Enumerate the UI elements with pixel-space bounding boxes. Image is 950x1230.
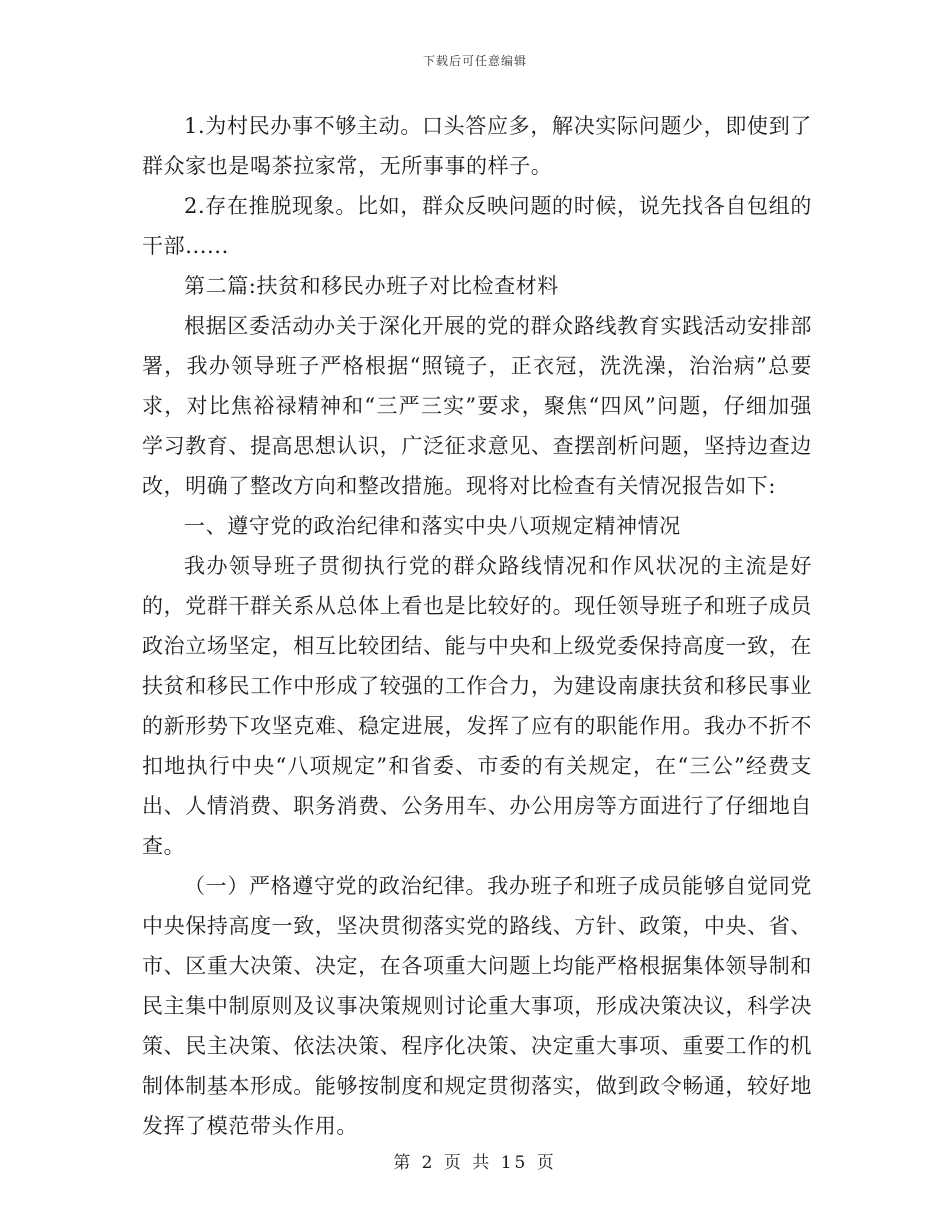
paragraph-1: 1.为村民办事不够主动。口头答应多，解决实际问题少，即使到了群众家也是喝茶拉家常，无所事事的样子。 (142, 114, 812, 178)
page-header-note: 下载后可任意编辑 (422, 54, 527, 68)
paragraph-2: 2.存在推脱现象。比如，群众反映问题的时候，说先找各自包组的干部...... (142, 194, 812, 258)
page-number: 第 2 页 共 15 页 (393, 1153, 557, 1173)
paragraph-5: （一）严格遵守党的政治纪律。我办班子和班子成员能够自觉同党中央保持高度一致，坚决贯彻落实党的路线、方针、政策，中央、省、市、区重大决策、决定，在各项重大问题上均能严格根据集体领导制和民主集中制原则及议事决策规则讨论重大事项，形成决策决议，科学决策、民主决策、依法决策、程序化决策、决定重大事项、重要工作的机制体制基本形成。能够按制度和规定贯彻落实，做到政令畅通，较好地发挥了模范带头作用。 (142, 874, 812, 1138)
section-heading-2: 第二篇:扶贫和移民办班子对比检查材料 (184, 274, 559, 298)
paragraph-4: 我办领导班子贯彻执行党的群众路线情况和作风状况的主流是好的，党群干群关系从总体上看也是比较好的。现任领导班子和班子成员政治立场坚定，相互比较团结、能与中央和上级党委保持高度一致，在扶贫和移民工作中形成了较强的工作合力，为建设南康扶贫和移民事业的新形势下攻坚克难、稳定进展，发挥了应有的职能作用。我办不折不扣地执行中央“八项规定”和省委、市委的有关规定，在“三公”经费支出、人情消费、职务消费、公务用车、办公用房等方面进行了仔细地自查。 (142, 554, 812, 858)
document-body (142, 106, 812, 1146)
paragraph-3: 根据区委活动办关于深化开展的党的群众路线教育实践活动安排部署，我办领导班子严格根据“照镜子，正衣冠，洗洗澡，治治病”总要求，对比焦裕禄精神和“三严三实”要求，聚焦“四风”问题，仔细加强学习教育、提高思想认识，广泛征求意见、查摆剖析问题，坚持边查边改，明确了整改方向和整改措施。现将对比检查有关情况报告如下: (142, 314, 812, 498)
section-heading-1: 一、遵守党的政治纪律和落实中央八项规定精神情况 (184, 514, 681, 538)
